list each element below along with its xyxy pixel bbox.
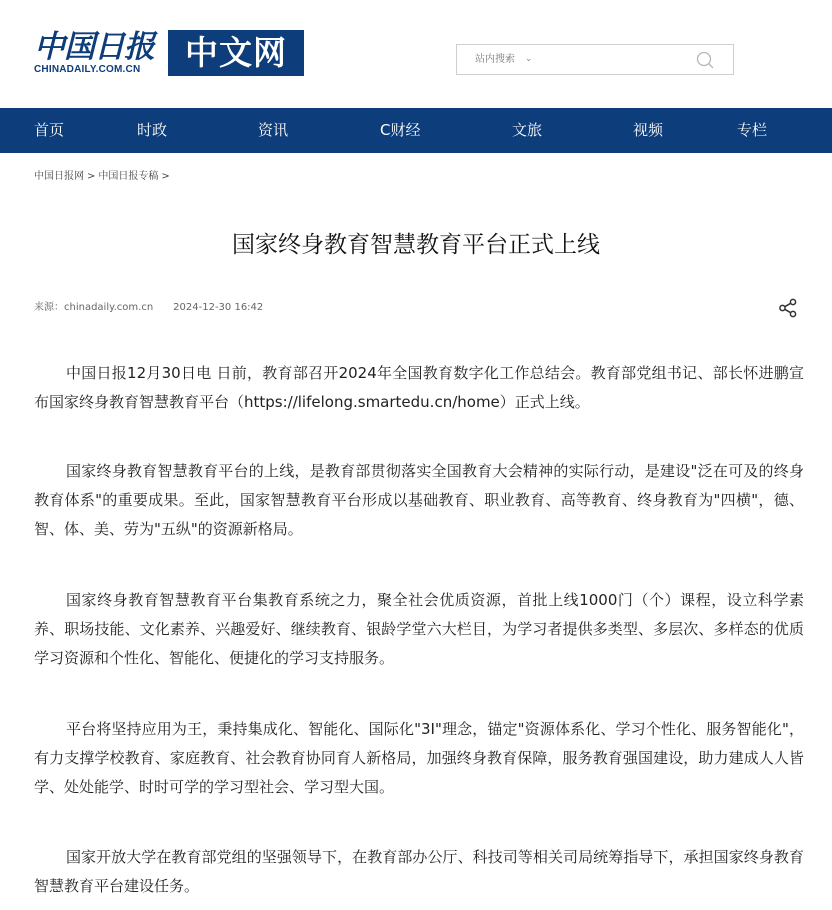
page-title: 国家终身教育智慧教育平台正式上线 <box>232 232 600 258</box>
breadcrumb-link-home[interactable]: 中国日报网 <box>34 171 84 182</box>
nav-item-home[interactable]: 首页 <box>34 121 65 139</box>
nav-item-finance[interactable]: C财经 <box>380 121 421 139</box>
search-input[interactable] <box>553 48 687 72</box>
site-search <box>456 44 734 75</box>
logo-wordmark <box>34 30 162 78</box>
search-scope-label: 站内搜索 <box>475 54 515 65</box>
share-icon[interactable] <box>778 298 798 318</box>
article-paragraph: 中国日报12月30日电 日前，教育部召开2024年全国教育数字化工作总结会。教育部党组书记、部长怀进鹏宣布国家终身教育智慧教育平台（https://lifelong.smartedu.cn/home）正式上线。 <box>34 364 804 411</box>
breadcrumb-separator: > <box>161 171 170 182</box>
nav-item-video[interactable]: 视频 <box>633 121 664 139</box>
article-date: 2024-12-30 16:42 <box>173 302 264 313</box>
site-header <box>0 0 832 108</box>
article-meta <box>34 301 263 315</box>
chevron-down-icon: ⌄ <box>525 54 533 64</box>
search-icon[interactable] <box>695 50 715 70</box>
nav-item-news[interactable]: 资讯 <box>258 121 289 139</box>
logo-english-text: CHINADAILY.COM.CN <box>34 64 141 75</box>
nav-item-politics[interactable]: 时政 <box>137 121 168 139</box>
nav-item-culture-travel[interactable]: 文旅 <box>512 121 543 139</box>
article-source: 来源：chinadaily.com.cn <box>34 302 154 313</box>
article-paragraph: 国家终身教育智慧教育平台的上线，是教育部贯彻落实全国教育大会精神的实际行动，是建设"泛在可及的终身教育体系"的重要成果。至此，国家智慧教育平台形成以基础教育、职业教育、高等教育、终身教育为"四横"，德、智、体、美、劳为"五纵"的资源新格局。 <box>34 462 804 538</box>
article-paragraph: 平台将坚持应用为王，秉持集成化、智能化、国际化"3I"理念，锚定"资源体系化、学习个性化、服务智能化"，有力支撑学校教育、家庭教育、社会教育协同育人新格局，加强终身教育保障，服务教育强国建设，助力建成人人皆学、处处能学、时时可学的学习型社会、学习型大国。 <box>34 720 804 796</box>
breadcrumb-separator: > <box>87 171 96 182</box>
main-nav <box>0 108 832 153</box>
nav-item-columns[interactable]: 专栏 <box>737 121 768 139</box>
article-paragraph: 国家开放大学在教育部党组的坚强领导下，在教育部办公厅、科技司等相关司局统筹指导下，承担国家终身教育智慧教育平台建设任务。 <box>34 848 804 895</box>
logo-chinese-text: 中国日报 <box>34 29 154 65</box>
china-daily-logo[interactable] <box>34 30 304 78</box>
search-scope-dropdown[interactable] <box>475 45 533 74</box>
logo-zhongwenwang-box: 中文网 <box>168 30 304 76</box>
article-paragraph: 国家终身教育智慧教育平台集教育系统之力，聚全社会优质资源，首批上线1000门（个）课程，设立科学素养、职场技能、文化素养、兴趣爱好、继续教育、银龄学堂六大栏目，为学习者提供多类型、多层次、多样态的优质学习资源和个性化、智能化、便捷化的学习支持服务。 <box>34 591 804 667</box>
breadcrumb <box>34 170 173 184</box>
breadcrumb-link-special[interactable]: 中国日报专稿 <box>98 171 159 182</box>
